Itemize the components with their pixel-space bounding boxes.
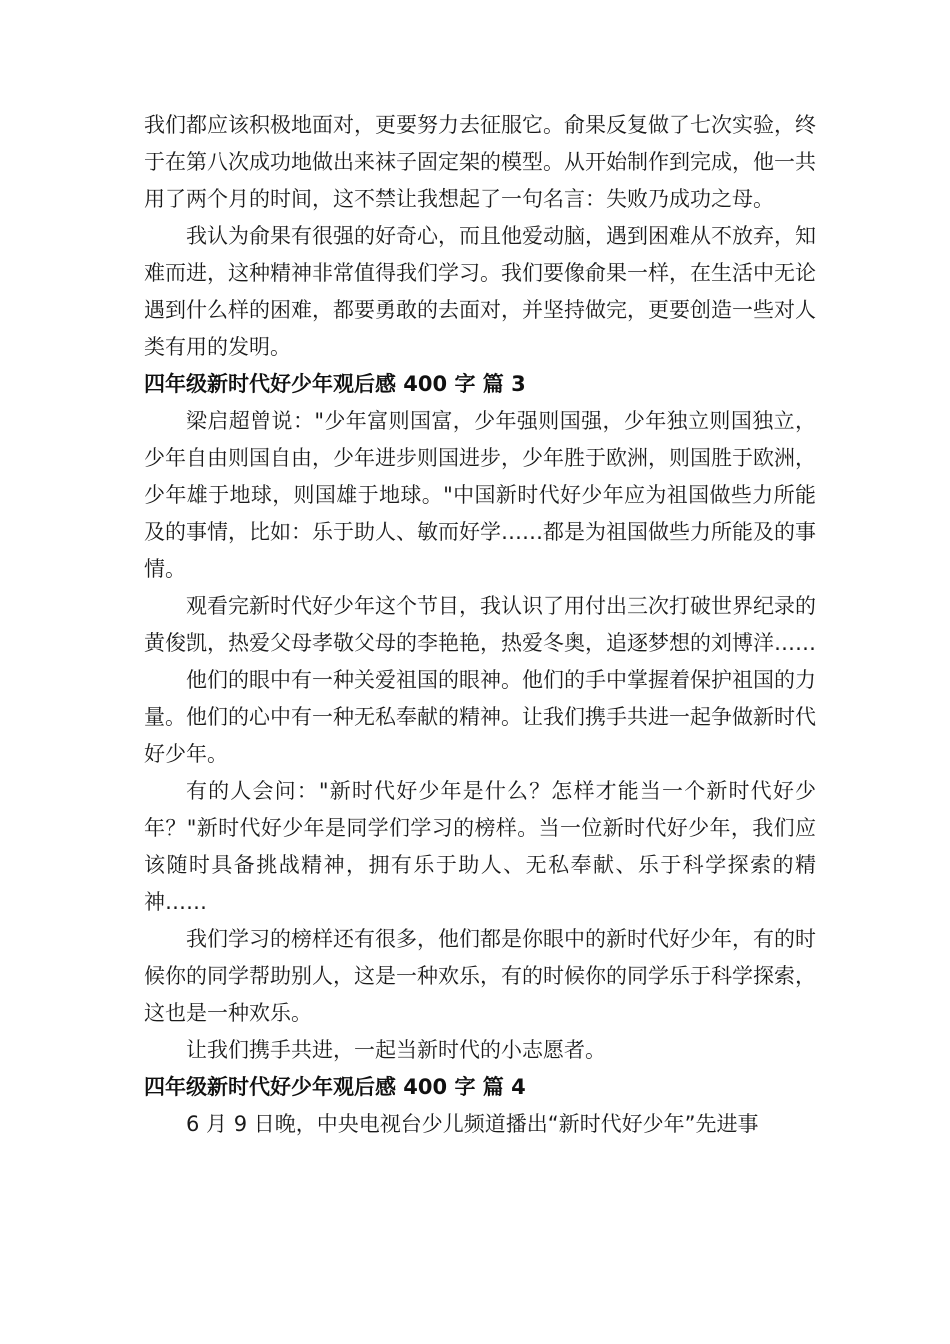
body-paragraph: 我们都应该积极地面对，更要努力去征服它。俞果反复做了七次实验，终于在第八次成功地做出来袜子固定架的模型。从开始制作到完成，他一共用了两个月的时间，这不禁让我想起了一句名言：失败乃成功之母。 xyxy=(144,113,816,211)
body-paragraph: 6 月 9 日晚，中央电视台少儿频道播出“新时代好少年”先进事 xyxy=(186,1112,759,1136)
body-paragraph: 他们的眼中有一种关爱祖国的眼神。他们的手中掌握着保护祖国的力量。他们的心中有一种无私奉献的精神。让我们携手共进一起争做新时代好少年。 xyxy=(144,668,816,766)
body-paragraph: 观看完新时代好少年这个节目，我认识了用付出三次打破世界纪录的黄俊凯，热爱父母孝敬父母的李艳艳，热爱冬奥，追逐梦想的刘博洋…… xyxy=(144,594,816,655)
body-paragraph: 梁启超曾说："少年富则国富，少年强则国强，少年独立则国独立，少年自由则国自由，少年进步则国进步，少年胜于欧洲，则国胜于欧洲，少年雄于地球，则国雄于地球。"中国新时代好少年应为祖国做些力所能及的事情，比如：乐于助人、敏而好学……都是为祖国做些力所能及的事情。 xyxy=(144,409,816,581)
body-paragraph: 让我们携手共进，一起当新时代的小志愿者。 xyxy=(186,1038,606,1062)
document-body xyxy=(144,107,816,1143)
body-paragraph: 有的人会问："新时代好少年是什么？怎样才能当一个新时代好少年？"新时代好少年是同学们学习的榜样。当一位新时代好少年，我们应该随时具备挑战精神，拥有乐于助人、无私奉献、乐于科学探索的精神…… xyxy=(144,779,816,914)
section-heading: 四年级新时代好少年观后感 400 字 篇 4 xyxy=(144,1075,526,1099)
body-paragraph: 我们学习的榜样还有很多，他们都是你眼中的新时代好少年，有的时候你的同学帮助别人，这是一种欢乐，有的时候你的同学乐于科学探索，这也是一种欢乐。 xyxy=(144,927,816,1025)
section-heading: 四年级新时代好少年观后感 400 字 篇 3 xyxy=(144,372,526,396)
body-paragraph: 我认为俞果有很强的好奇心，而且他爱动脑，遇到困难从不放弃，知难而进，这种精神非常值得我们学习。我们要像俞果一样，在生活中无论遇到什么样的困难，都要勇敢的去面对，并坚持做完，更要创造一些对人类有用的发明。 xyxy=(144,224,816,359)
